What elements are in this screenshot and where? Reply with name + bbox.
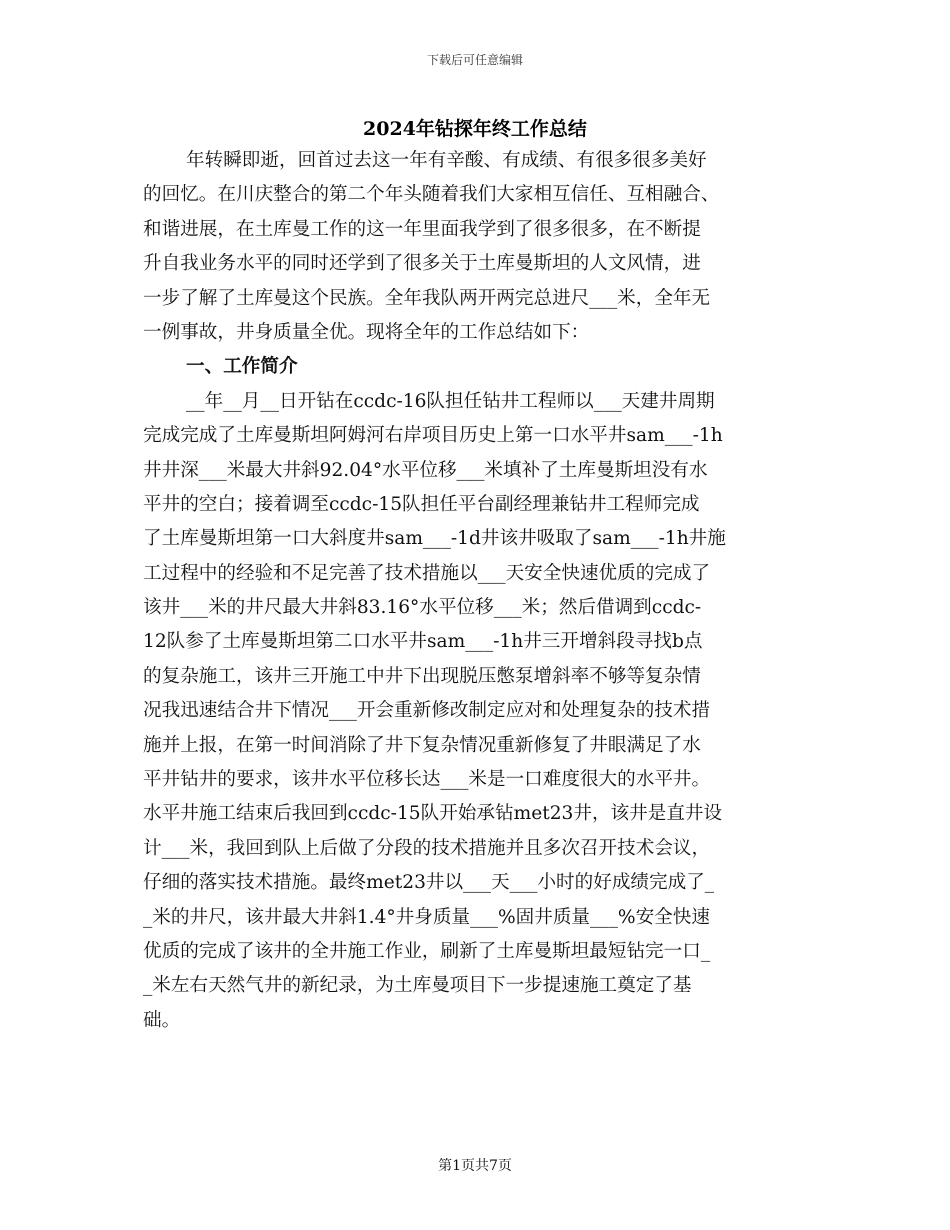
page-number: 第1页共7页 (438, 1158, 512, 1174)
paragraph-line: 了土库曼斯坦第一口大斜度井sam___-1d井该井吸取了sam___-1h井施 (143, 528, 726, 550)
paragraph-line: 工过程中的经验和不足完善了技术措施以___天安全快速优质的完成了 (143, 562, 711, 584)
paragraph-line: 计___米，我回到队上后做了分段的技术措施并且多次召开技术会议， (143, 837, 711, 859)
paragraph-line: 础。 (143, 1009, 181, 1031)
paragraph-line: 该井___米的井尺最大井斜83.16°水平位移___米；然后借调到ccdc- (143, 597, 702, 619)
paragraph-line: _米左右天然气井的新纪录，为土库曼项目下一步提速施工奠定了基 (143, 975, 692, 997)
paragraph-line: 的复杂施工，该井三开施工中井下出现脱压憋泵增斜率不够等复杂情 (143, 665, 701, 687)
paragraph-line: 完成完成了土库曼斯坦阿姆河右岸项目历史上第一口水平井sam___-1h (143, 425, 723, 447)
paragraph-line: 12队参了土库曼斯坦第二口水平井sam___-1h井三开增斜段寻找b点 (143, 631, 703, 653)
section-heading: 一、工作简介 (186, 356, 298, 378)
paragraph-line: 一例事故，井身质量全优。现将全年的工作总结如下： (143, 321, 590, 343)
page-header-note: 下载后可任意编辑 (426, 53, 523, 67)
paragraph-line: 井井深___米最大井斜92.04°水平位移___米填补了土库曼斯坦没有水 (143, 459, 708, 481)
paragraph-line: 一步了解了土库曼这个民族。全年我队两开两完总进尺___米，全年无 (143, 287, 711, 309)
paragraph-line: 和谐进展，在土库曼工作的这一年里面我学到了很多很多，在不断提 (143, 218, 701, 240)
paragraph-line: 平井的空白；接着调至ccdc-15队担任平台副经理兼钻井工程师完成 (143, 493, 700, 515)
paragraph-line: 况我迅速结合井下情况___开会重新修改制定应对和处理复杂的技术措 (143, 700, 711, 722)
paragraph-line: __年__月__日开钻在ccdc-16队担任钻井工程师以___天建井周期 (186, 390, 715, 412)
document-title: 2024年钻探年终工作总结 (363, 118, 587, 140)
document-body (143, 144, 811, 1038)
paragraph-line: 仔细的落实技术措施。最终met23井以___天___小时的好成绩完成了_ (143, 872, 715, 894)
paragraph-line: 水平井施工结束后我回到ccdc-15队开始承钻met23井，该井是直井设 (143, 803, 723, 825)
paragraph-line: _米的井尺，该井最大井斜1.4°井身质量___%固井质量___%安全快速 (143, 906, 710, 928)
paragraph-line: 升自我业务水平的同时还学到了很多关于土库曼斯坦的人文风情，进 (143, 253, 701, 275)
paragraph-line: 施并上报，在第一时间消除了井下复杂情况重新修复了井眼满足了水 (143, 734, 701, 756)
paragraph-line: 年转瞬即逝，回首过去这一年有辛酸、有成绩、有很多很多美好 (186, 150, 707, 171)
paragraph-line: 的回忆。在川庆整合的第二个年头随着我们大家相互信任、互相融合、 (143, 184, 720, 206)
paragraph-line: 优质的完成了该井的全井施工作业，刷新了土库曼斯坦最短钻完一口_ (143, 940, 711, 962)
paragraph-line: 平井钻井的要求，该井水平位移长达___米是一口难度很大的水平井。 (143, 769, 711, 791)
